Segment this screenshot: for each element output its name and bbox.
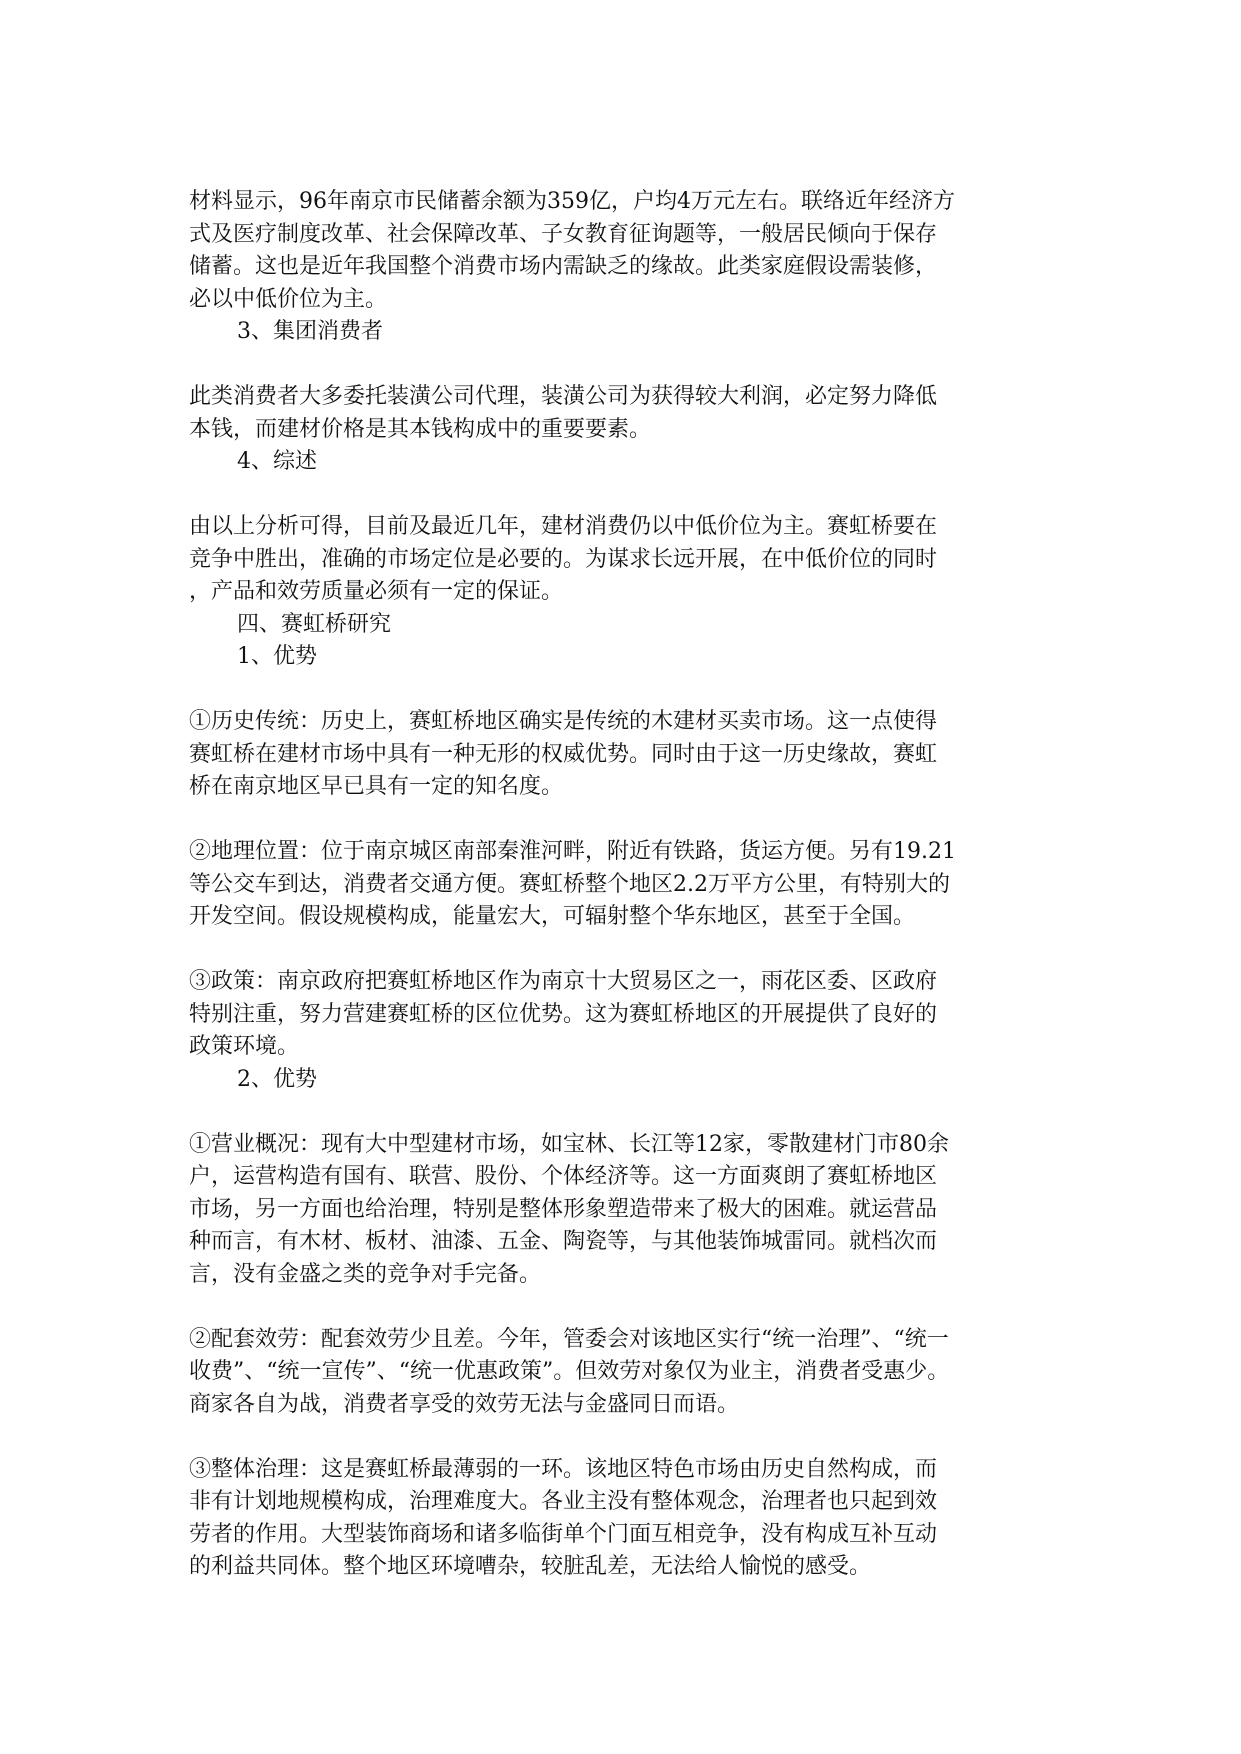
paragraph-line: 种而言，有木材、板材、油漆、五金、陶瓷等，与其他装饰城雷同。就档次而 — [189, 1229, 938, 1254]
section-heading: 4、综述 — [237, 449, 317, 474]
section-heading: 1、优势 — [237, 644, 317, 669]
paragraph — [189, 381, 1071, 446]
paragraph-line: 式及医疗制度改革、社会保障改革、子女教育征询题等，一般居民倾向于保存 — [189, 221, 938, 247]
paragraph-line: 开发空间。假设规模构成，能量宏大，可辐射整个华东地区，甚至于全国。 — [189, 904, 916, 929]
paragraph-line: 此类消费者大多委托装潢公司代理，装潢公司为获得较大利润，必定努力降低 — [189, 384, 938, 409]
paragraph-line: 劳者的作用。大型装饰商场和诸多临街单个门面互相竞争，没有构成互补互动 — [189, 1521, 938, 1547]
paragraph-line: 储蓄。这也是近年我国整个消费市场内需缺乏的缘故。此类家庭假设需装修， — [189, 254, 938, 279]
paragraph-line: 政策环境。 — [189, 1034, 300, 1059]
paragraph-spacer — [189, 804, 1071, 837]
paragraph-line: ②地理位置：位于南京城区南部秦淮河畔，附近有铁路，货运方便。另有19.21 — [189, 839, 956, 864]
paragraph-line: 桥在南京地区早已具有一定的知名度。 — [189, 774, 564, 799]
paragraph — [189, 511, 1071, 609]
paragraph-spacer — [189, 1291, 1071, 1324]
paragraph-line: 户，运营构造有国有、联营、股份、个体经济等。这一方面爽朗了赛虹桥地区 — [189, 1164, 938, 1189]
paragraph — [189, 1129, 1071, 1292]
paragraph-spacer — [189, 934, 1071, 967]
paragraph — [189, 966, 1071, 1064]
paragraph-line: ②配套效劳：配套效劳少且差。今年，管委会对该地区实行“统一治理”、“统一 — [189, 1326, 949, 1352]
paragraph-line: 市场，另一方面也给治理，特别是整体形象塑造带来了极大的困难。就运营品 — [189, 1196, 938, 1222]
paragraph-line: ，产品和效劳质量必须有一定的保证。 — [189, 579, 564, 604]
section-heading: 四、赛虹桥研究 — [237, 611, 392, 637]
paragraph-spacer — [189, 1421, 1071, 1454]
paragraph-line: 本钱，而建材价格是其本钱构成中的重要要素。 — [189, 416, 652, 442]
paragraph-line: 非有计划地规模构成，治理难度大。各业主没有整体观念，治理者也只起到效 — [189, 1489, 938, 1514]
paragraph-line: ③政策：南京政府把赛虹桥地区作为南京十大贸易区之一，雨花区委、区政府 — [189, 969, 938, 994]
paragraph — [189, 186, 1071, 316]
paragraph-line: 收费”、“统一宣传”、“统一优惠政策”。但效劳对象仅为业主，消费者受惠少。 — [189, 1359, 950, 1384]
paragraph-line: ①营业概况：现有大中型建材市场，如宝林、长江等12家，零散建材门市80余 — [189, 1131, 949, 1157]
paragraph — [189, 1324, 1071, 1422]
paragraph — [189, 1454, 1071, 1584]
paragraph-line: 赛虹桥在建材市场中具有一种无形的权威优势。同时由于这一历史缘故，赛虹 — [189, 741, 938, 767]
paragraph-line: 言，没有金盛之类的竞争对手完备。 — [189, 1261, 542, 1287]
paragraph-spacer — [189, 349, 1071, 382]
paragraph-line: 特别注重，努力营建赛虹桥的区位优势。这为赛虹桥地区的开展提供了良好的 — [189, 1001, 938, 1027]
section-heading: 2、优势 — [237, 1066, 317, 1092]
paragraph-line: 的利益共同体。整个地区环境嘈杂，较脏乱差，无法给人愉悦的感受。 — [189, 1554, 872, 1579]
paragraph — [189, 706, 1071, 804]
paragraph-line: 等公交车到达，消费者交通方便。赛虹桥整个地区2.2万平方公里，有特别大的 — [189, 871, 950, 897]
paragraph-line: 必以中低价位为主。 — [189, 286, 388, 312]
paragraph-line: 材料显示，96年南京市民储蓄余额为359亿，户均4万元左右。联络近年经济方 — [189, 189, 955, 214]
paragraph-line: 商家各自为战，消费者享受的效劳无法与金盛同日而语。 — [189, 1391, 740, 1417]
paragraph — [189, 836, 1071, 934]
paragraph-spacer — [189, 479, 1071, 512]
section-heading: 3、集团消费者 — [237, 319, 383, 344]
paragraph-spacer — [189, 1096, 1071, 1129]
paragraph-line: 竞争中胜出，准确的市场定位是必要的。为谋求长远开展，在中低价位的同时 — [189, 546, 938, 572]
paragraph-line: ③整体治理：这是赛虹桥最薄弱的一环。该地区特色市场由历史自然构成，而 — [189, 1456, 938, 1482]
paragraph-line: 由以上分析可得，目前及最近几年，建材消费仍以中低价位为主。赛虹桥要在 — [189, 514, 938, 539]
paragraph-spacer — [189, 674, 1071, 707]
paragraph-line: ①历史传统：历史上，赛虹桥地区确实是传统的木建材买卖市场。这一点使得 — [189, 709, 938, 734]
